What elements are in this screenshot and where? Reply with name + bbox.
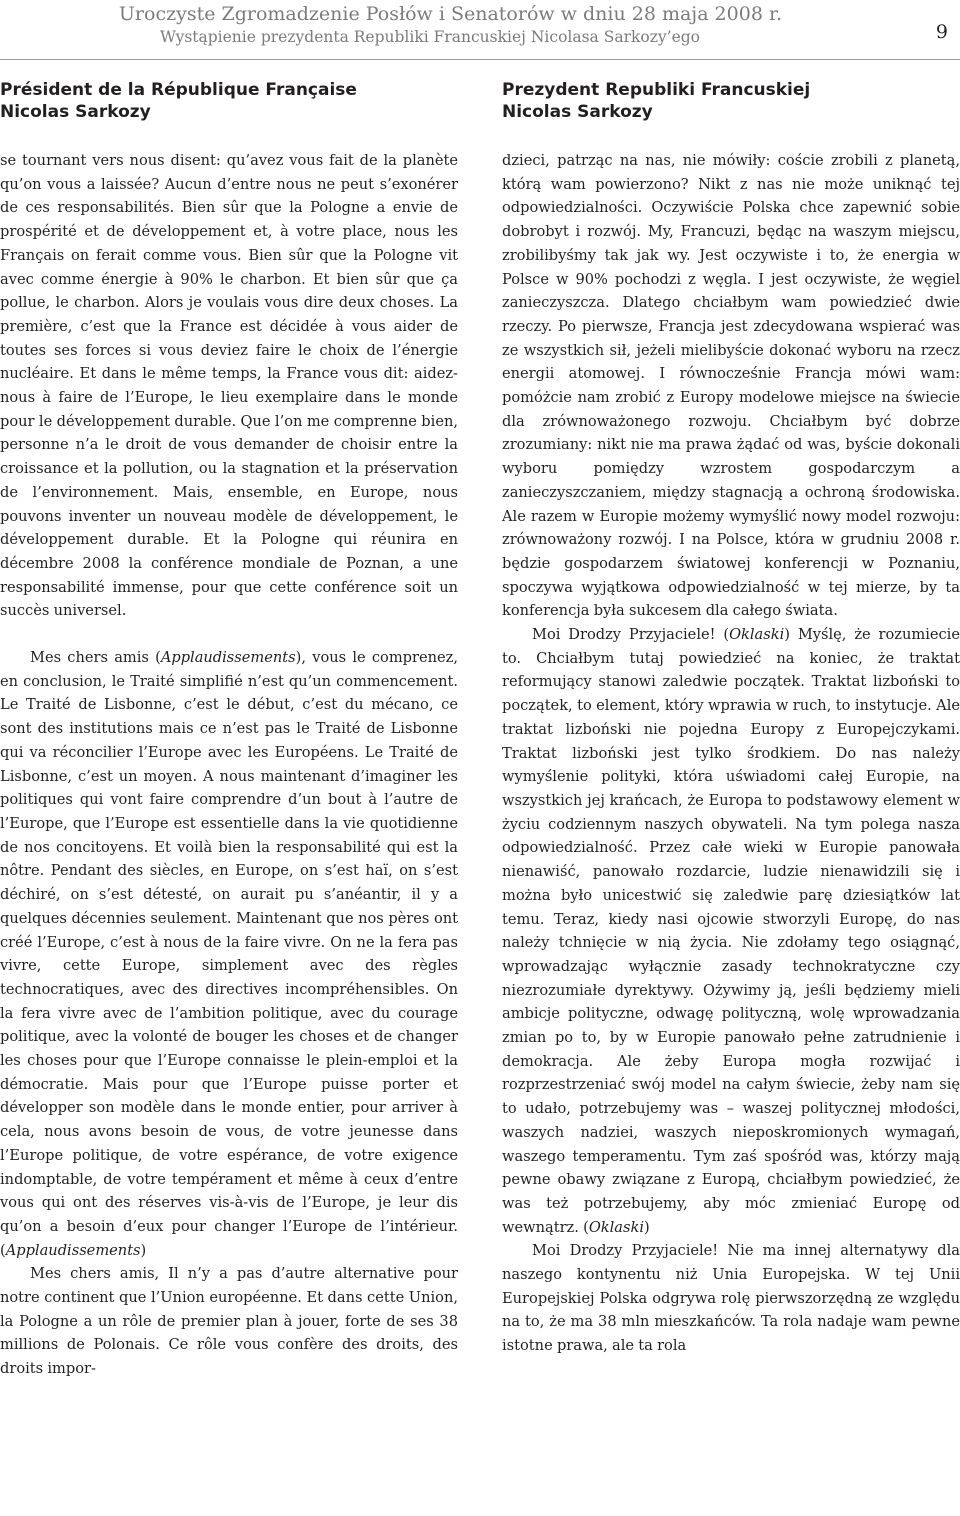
french-paragraph-2 — [0, 646, 458, 1262]
polish-paragraph-1: dzieci, patrząc na nas, nie mówiły: coście zrobili z planetą, którą wam powierzono? Nikt z nas nie może uniknąć tej odpowiedzialności. Oczywiście Polska chce zapewnić sobie dobrobyt i rozwój. My, Francuzi, będąc na waszym miejscu, zrobilibyśmy tak jak wy. Jest oczywiste i to, że energia w Polsce w 90% pochodzi z węgla. I jest oczywiste, że węgiel zanieczyszcza. Dlatego chciałbym wam powiedzieć dwie rzeczy. Po pierwsze, Francja jest zdecydowana wspierać was ze wszystkich sił, jeżeli mielibyście dokonać wyboru na rzecz energii atomowej. I równocześnie Francja mówi wam: pomóżcie nam zrobić z Europy modelowe miejsce na świecie dla zrównoważonego rozwoju. Chciałbym być dobrze zrozumiany: nikt nie ma prawa żądać od was, byście dokonali wyboru pomiędzy wzrostem gospodarczym a zanieczyszczaniem, między stagnacją a ochroną środowiska. Ale razem w Europie możemy wymyślić nowy model rozwoju: zrównoważony rozwój. I na Polsce, która w grudniu 2008 r. będzie gospodarzem światowej konferencji w Poznaniu, spoczywa wyjątkowa odpowiedzialność w tej mierze, by ta konferencja była sukcesem dla całego świata. — [502, 152, 960, 620]
polish-applause-2: Oklaski — [588, 1218, 645, 1236]
polish-heading-line2: Nicolas Sarkozy — [502, 102, 653, 122]
running-head-subtitle: Wystąpienie prezydenta Republiki Francuskiej Nicolasa Sarkozy’ego — [159, 28, 700, 46]
header-rule — [0, 59, 960, 60]
polish-paragraph-2-part-b: ) Myślę, że rozumiecie to. Chciałbym tutaj powiedzieć na koniec, że traktat reformujący stanowi zaledwie początek. Traktat lizboński to początek, to element, który wprawia w ruch, to instytucje. Ale traktat lizboński nie pojedna Europy z Europejczykami. Traktat lizboński jest tylko środkiem. Do nas należy wymyślenie polityki, która uświadomi całej Europie, na wszystkich jej krańcach, że Europa to podstawowy element w życiu codziennym naszych obywateli. Na tym polega nasza odpowiedzialność. Przez całe wieki w Europie panowała nienawiść, panowało rozdarcie, ludzie nienawidzili się i można było unicestwić się zaledwie parę dziesiątków lat temu. Teraz, kiedy nasi ojcowie stworzyli Europę, do nas należy tchnięcie w nią życia. Nie zdołamy tego osiągnąć, wprowadzając wyłącznie zasady technokratyczne czy niezrozumiałe dyrektywy. Ożywimy ją, jeśli będziemy mieli ambicje polityczne, odwagę polityczną, wolę wprowadzania zmian po to, by w Europie panowało pełne zatrudnienie i demokracja. Ale żeby Europa mogła rozwijać i rozprzestrzeniać swój model na całym świecie, żeby nam się to udało, potrzebujemy was – waszej politycznej młodości, waszych nadziei, waszych nieposkromionych wymagań, waszego temperamentu. Tym zaś spośród was, którzy mają pewne obawy związane z Europą, chciałbym powiedzieć, że was też potrzebujemy, aby móc zmieniać Europę od wewnątrz. ( — [502, 626, 960, 1236]
french-paragraph-2-part-c: ) — [140, 1241, 147, 1259]
running-head — [0, 0, 960, 62]
polish-column — [502, 79, 960, 1358]
polish-paragraph-2-part-a: Moi Drodzy Przyjaciele! ( — [532, 626, 730, 644]
polish-paragraph-3: Moi Drodzy Przyjaciele! Nie ma innej alternatywy dla naszego kontynentu niż Unia Europejska. W tej Unii Europejskiej Polska odgrywa rolę pierwszorzędną ze względu na to, że ma 38 mln mieszkańców. Ta rola nadaje wam pewne istotne prawa, ale ta rola — [502, 1242, 960, 1355]
polish-body — [502, 149, 960, 1358]
french-heading-line2: Nicolas Sarkozy — [0, 102, 151, 122]
polish-paragraph-2 — [502, 623, 960, 1239]
french-paragraph-3: Mes chers amis, Il n’y a pas d’autre alternative pour notre continent que l’Union européenne. Et dans cette Union, la Pologne a un rôle de premier plan à jouer, forte de ses 38 millions de Polonais. Ce rôle vous confère des droits, des droits impor- — [0, 1265, 458, 1378]
french-column-heading — [0, 79, 458, 123]
page-number: 9 — [935, 21, 948, 43]
french-body — [0, 149, 458, 1381]
polish-paragraph-2-part-c: ) — [644, 1218, 650, 1236]
french-paragraph-2-part-b: ), vous le comprenez, en conclusion, le Traité simplifié n’est qu’un commencement. Le Traité de Lisbonne, c’est le début, c’est du mécano, ce sont des institutions mais ce n’est pas le Traité de Lisbonne qui va réconcilier l’Europe avec les Européens. Le Traité de Lisbonne, c’est un moyen. A nous maintenant d’imaginer les politiques qui vont faire comprendre d’un bout à l’autre de l’Europe, que l’Europe est essentielle dans la vie quotidienne de nos concitoyens. Et voilà bien la responsabilité qui est la nôtre. Pendant des siècles, en Europe, on s’est haï, on s’est déchiré, on s’est détesté, on aurait pu s’anéantir, il y a quelques décennies seulement. Maintenant que nos pères ont créé l’Europe, c’est à nous de la faire vivre. On ne la fera pas vivre, cette Europe, simplement avec des règles technocratiques, avec des directives incompréhensibles. On la fera vivre avec de l’ambition politique, avec du courage politique, avec la volonté de bouger les choses et de changer les choses pour que l’Europe connaisse le plein-emploi et la démocratie. Mais pour que l’Europe puisse porter et développer son modèle dans le monde entier, pour arriver à cela, nous avons besoin de vous, de votre jeunesse dans l’Europe politique, de votre espérance, de votre exigence indomptable, de votre tempérament et même à ceux d’entre vous qui ont des réserves vis-à-vis de l’Europe, je leur dis qu’on a besoin d’eux pour changer l’Europe de l’intérieur. ( — [0, 649, 458, 1259]
french-applause-2: Applaudissements — [5, 1241, 141, 1259]
french-column — [0, 79, 458, 1381]
polish-column-heading — [502, 79, 960, 123]
french-paragraph-2-part-a: Mes chers amis ( — [30, 649, 161, 667]
french-heading-line1: Président de la République Française — [0, 80, 357, 100]
polish-applause-1: Oklaski — [729, 626, 785, 644]
running-head-title: Uroczyste Zgromadzenie Posłów i Senatorów w dniu 28 maja 2008 r. — [118, 3, 782, 25]
french-applause-1: Applaudissements — [160, 649, 296, 667]
french-paragraph-1: se tournant vers nous disent: qu’avez vous fait de la planète qu’on vous a laissée? Aucun d’entre nous ne peut s’exonérer de ces responsabilités. Bien sûr que la Pologne a envie de prospérité et de développement et, à votre place, nous les Français on ferait comme vous. Bien sûr que la Pologne vit avec comme énergie à 90% le charbon. Et bien sûr que ça pollue, le charbon. Alors je voulais vous dire deux choses. La première, c’est que la France est décidée à vous aider de toutes ses forces si vous deviez faire le choix de l’énergie nucléaire. Et dans le même temps, la France vous dit: aidez-nous à faire de l’Europe, le lieu exemplaire dans le monde pour le développement durable. Que l’on me comprenne bien, personne n’a le droit de vous demander de choisir entre la croissance et la pollution, ou la stagnation et la préservation de l’environnement. Mais, ensemble, en Europe, nous pouvons inventer un nouveau modèle de développement, le développement durable. Et la Pologne qui réunira en décembre 2008 la conférence mondiale de Poznan, a une responsabilité immense, pour que cette conférence soit un succès universel. — [0, 152, 458, 620]
polish-heading-line1: Prezydent Republiki Francuskiej — [502, 80, 811, 100]
